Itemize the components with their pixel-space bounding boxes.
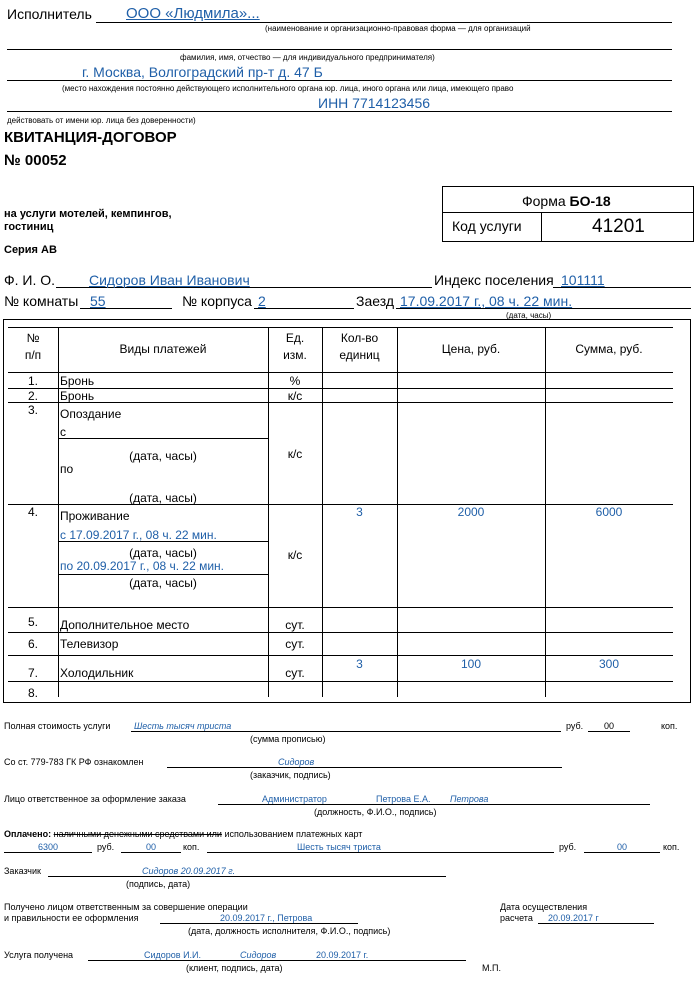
form-box-vdivider — [541, 212, 542, 242]
row-num: 3. — [27, 403, 38, 417]
row-line-6 — [8, 655, 673, 656]
row-name: Телевизор — [60, 637, 119, 651]
row-num: 6. — [27, 637, 38, 651]
row-unit: сут. — [285, 637, 305, 651]
total-kop-line — [588, 731, 630, 732]
executor-label: Исполнитель — [7, 6, 92, 22]
settle-line — [538, 923, 654, 924]
fio-caption: фамилия, имя, отчество — для индивидуального предпринимателя) — [180, 53, 435, 62]
customer-label: Заказчик — [4, 866, 41, 876]
col-line-1 — [58, 327, 59, 697]
checkin-label: Заезд — [356, 293, 395, 309]
building-number: 2 — [258, 293, 266, 309]
checkin-datetime: 17.09.2017 г., 08 ч. 22 мин. — [400, 293, 573, 309]
stamp-label: М.П. — [482, 963, 501, 973]
row-unit: к/с — [287, 389, 303, 403]
checkin-caption: (дата, часы) — [506, 311, 552, 320]
form-label-text: Форма — [522, 193, 566, 209]
row-name: Бронь — [60, 374, 95, 388]
received-caption: (дата, должность исполнителя, Ф.И.О., подпись) — [188, 926, 391, 936]
row-line-7 — [8, 681, 673, 682]
row-name: Бронь — [60, 389, 95, 403]
fio-label: Ф. И. О. — [4, 272, 56, 288]
settle-value: 20.09.2017 г — [548, 913, 599, 923]
responsible-caption: (должность, Ф.И.О., подпись) — [314, 807, 437, 817]
received-line — [160, 923, 358, 924]
paid-words-line — [207, 852, 554, 853]
acquainted-caption: (заказчик, подпись) — [250, 770, 331, 780]
row-unit: % — [289, 374, 301, 388]
row-qty: 3 — [356, 505, 363, 519]
paid-kop: 00 — [145, 842, 156, 852]
acquainted-signature: Сидоров — [278, 757, 315, 767]
form-box-divider — [442, 212, 694, 213]
paid-words: Шесть тысяч триста — [297, 842, 381, 852]
building-label: № корпуса — [182, 293, 252, 309]
row-to: по — [60, 462, 74, 476]
form-label — [522, 193, 611, 209]
services-title-2: гостиниц — [4, 221, 54, 233]
stay-from: с 17.09.2017 г., 08 ч. 22 мин. — [60, 528, 217, 542]
inn-line — [7, 111, 672, 112]
hdr-qty: Кол-во — [340, 331, 379, 345]
row-name: Дополнительное место — [60, 618, 190, 632]
responsible-label: Лицо ответственное за оформление заказа — [4, 794, 186, 804]
hdr-unit: Ед. — [285, 331, 305, 345]
paid-kop-2: 00 — [616, 842, 627, 852]
service-code-label: Код услуги — [452, 218, 522, 234]
room-label: № комнаты — [4, 293, 79, 309]
hdr-num: № — [26, 331, 40, 345]
row-line-top — [8, 327, 673, 328]
paid-kop2-line — [584, 852, 660, 853]
paid-kop-label: коп. — [183, 842, 200, 852]
acting-caption: действовать от имени юр. лица без доверенности) — [7, 116, 196, 125]
row-num: 8. — [27, 686, 38, 700]
row-sum: 6000 — [595, 505, 623, 519]
index-label: Индекс поселения — [434, 272, 554, 288]
row-num: 5. — [27, 615, 38, 629]
hdr-sum: Сумма, руб. — [575, 342, 643, 356]
customer-signature: Сидоров 20.09.2017 г. — [142, 866, 236, 876]
total-kop: 00 — [603, 721, 614, 731]
hdr-price: Цена, руб. — [441, 342, 501, 356]
row-price: 100 — [460, 657, 482, 671]
row-unit: сут. — [285, 618, 305, 632]
hdr-unit-2: изм. — [283, 348, 307, 362]
executor-address: г. Москва, Волгоградский пр-т д. 47 Б — [82, 64, 323, 80]
service-received-line — [88, 960, 466, 961]
guest-fio: Сидоров Иван Иванович — [89, 272, 250, 288]
paid-rub-label-2: руб. — [559, 842, 577, 852]
row4-sub-line-2 — [58, 574, 268, 575]
row-qty: 3 — [356, 657, 363, 671]
document-title: КВИТАНЦИЯ-ДОГОВОР — [4, 129, 177, 146]
row-line-1 — [8, 388, 673, 389]
row-sum: 300 — [598, 657, 620, 671]
building-line — [254, 308, 354, 309]
responsible-position: Администратор — [262, 794, 327, 804]
customer-line — [48, 876, 446, 877]
acquainted-label: Со ст. 779-783 ГК РФ ознакомлен — [4, 757, 144, 767]
acquainted-line — [167, 767, 562, 768]
responsible-line — [218, 804, 650, 805]
total-label: Полная стоимость услуги — [4, 721, 111, 731]
address-caption: (место нахождения постоянно действующего исполнительного органа юр. лица, иного органа или лица, имеющего право — [62, 84, 514, 93]
responsible-signature: Петрова — [450, 794, 489, 804]
row-date-caption: (дата, часы) — [129, 491, 197, 505]
received-label-1: Получено лицом ответственным за совершение операции — [4, 902, 248, 912]
row-from: с — [60, 425, 66, 439]
row-date-caption: (дата, часы) — [129, 546, 197, 560]
row-line-hdr — [8, 372, 673, 373]
paid-kop-label-2: коп. — [663, 842, 680, 852]
service-received-label: Услуга получена — [4, 950, 74, 960]
row-price: 2000 — [457, 505, 485, 519]
paid-struck-option: наличными денежными средствами или — [53, 829, 222, 839]
paid-label: Оплачено: — [4, 829, 52, 839]
row-name: Проживание — [60, 509, 130, 523]
org-name: ООО «Людмила»... — [126, 5, 260, 22]
row-unit: к/с — [287, 548, 303, 562]
hdr-num-2: п/п — [24, 348, 42, 362]
row-unit: к/с — [287, 447, 303, 461]
row-num: 1. — [27, 374, 38, 388]
service-signature: Сидоров — [240, 950, 277, 960]
address-line — [7, 80, 672, 81]
fio-line — [7, 49, 672, 50]
hdr-qty-2: единиц — [339, 348, 380, 362]
paid-rub-line — [4, 852, 92, 853]
paid-rub: 6300 — [37, 842, 59, 852]
row-line-4 — [8, 607, 673, 608]
settle-label-2: расчета — [500, 913, 533, 923]
total-line — [131, 731, 561, 732]
settlement-index: 101111 — [561, 272, 605, 288]
org-line — [96, 22, 672, 23]
row-line-5 — [8, 632, 673, 633]
room-number: 55 — [90, 293, 106, 309]
words-caption: (сумма прописью) — [250, 734, 326, 744]
settle-label-1: Дата осуществления — [500, 902, 588, 912]
row-date-caption: (дата, часы) — [129, 576, 197, 590]
paid-kop-line — [121, 852, 181, 853]
total-rub-label: руб. — [566, 721, 584, 731]
paid-line-text — [4, 829, 362, 839]
paid-card-option: использованием платежных карт — [224, 829, 363, 839]
services-title: на услуги мотелей, кемпингов, — [4, 208, 172, 220]
hdr-type: Виды платежей — [119, 342, 207, 356]
stay-to: по 20.09.2017 г., 08 ч. 22 мин. — [60, 559, 225, 573]
received-value: 20.09.2017 г., Петрова — [220, 913, 313, 923]
received-label-2: и правильности ее оформления — [4, 913, 139, 923]
executor-inn: ИНН 7714123456 — [318, 95, 431, 111]
document-number: № 00052 — [4, 152, 67, 169]
service-caption: (клиент, подпись, дата) — [186, 963, 283, 973]
org-caption: (наименование и организационно-правовая форма — для организаций — [265, 24, 531, 33]
row3-sub-line — [58, 438, 268, 439]
form-code: БО-18 — [569, 193, 611, 209]
row-unit: сут. — [285, 666, 305, 680]
paid-rub-label: руб. — [97, 842, 115, 852]
service-code-value: 41201 — [592, 216, 645, 237]
row-line-2 — [8, 402, 673, 403]
total-words: Шесть тысяч триста — [134, 721, 232, 731]
row-name: Опоздание — [60, 407, 122, 421]
row-num: 2. — [27, 389, 38, 403]
total-kop-label: коп. — [661, 721, 678, 731]
service-client: Сидоров И.И. — [144, 950, 202, 960]
row-num: 7. — [27, 666, 38, 680]
responsible-name: Петрова Е.А. — [376, 794, 431, 804]
customer-caption: (подпись, дата) — [126, 879, 191, 889]
row-num: 4. — [27, 505, 38, 519]
service-date: 20.09.2017 г. — [316, 950, 369, 960]
series-label: Серия АВ — [4, 244, 57, 256]
row-date-caption: (дата, часы) — [129, 449, 197, 463]
row-name: Холодильник — [60, 666, 134, 680]
